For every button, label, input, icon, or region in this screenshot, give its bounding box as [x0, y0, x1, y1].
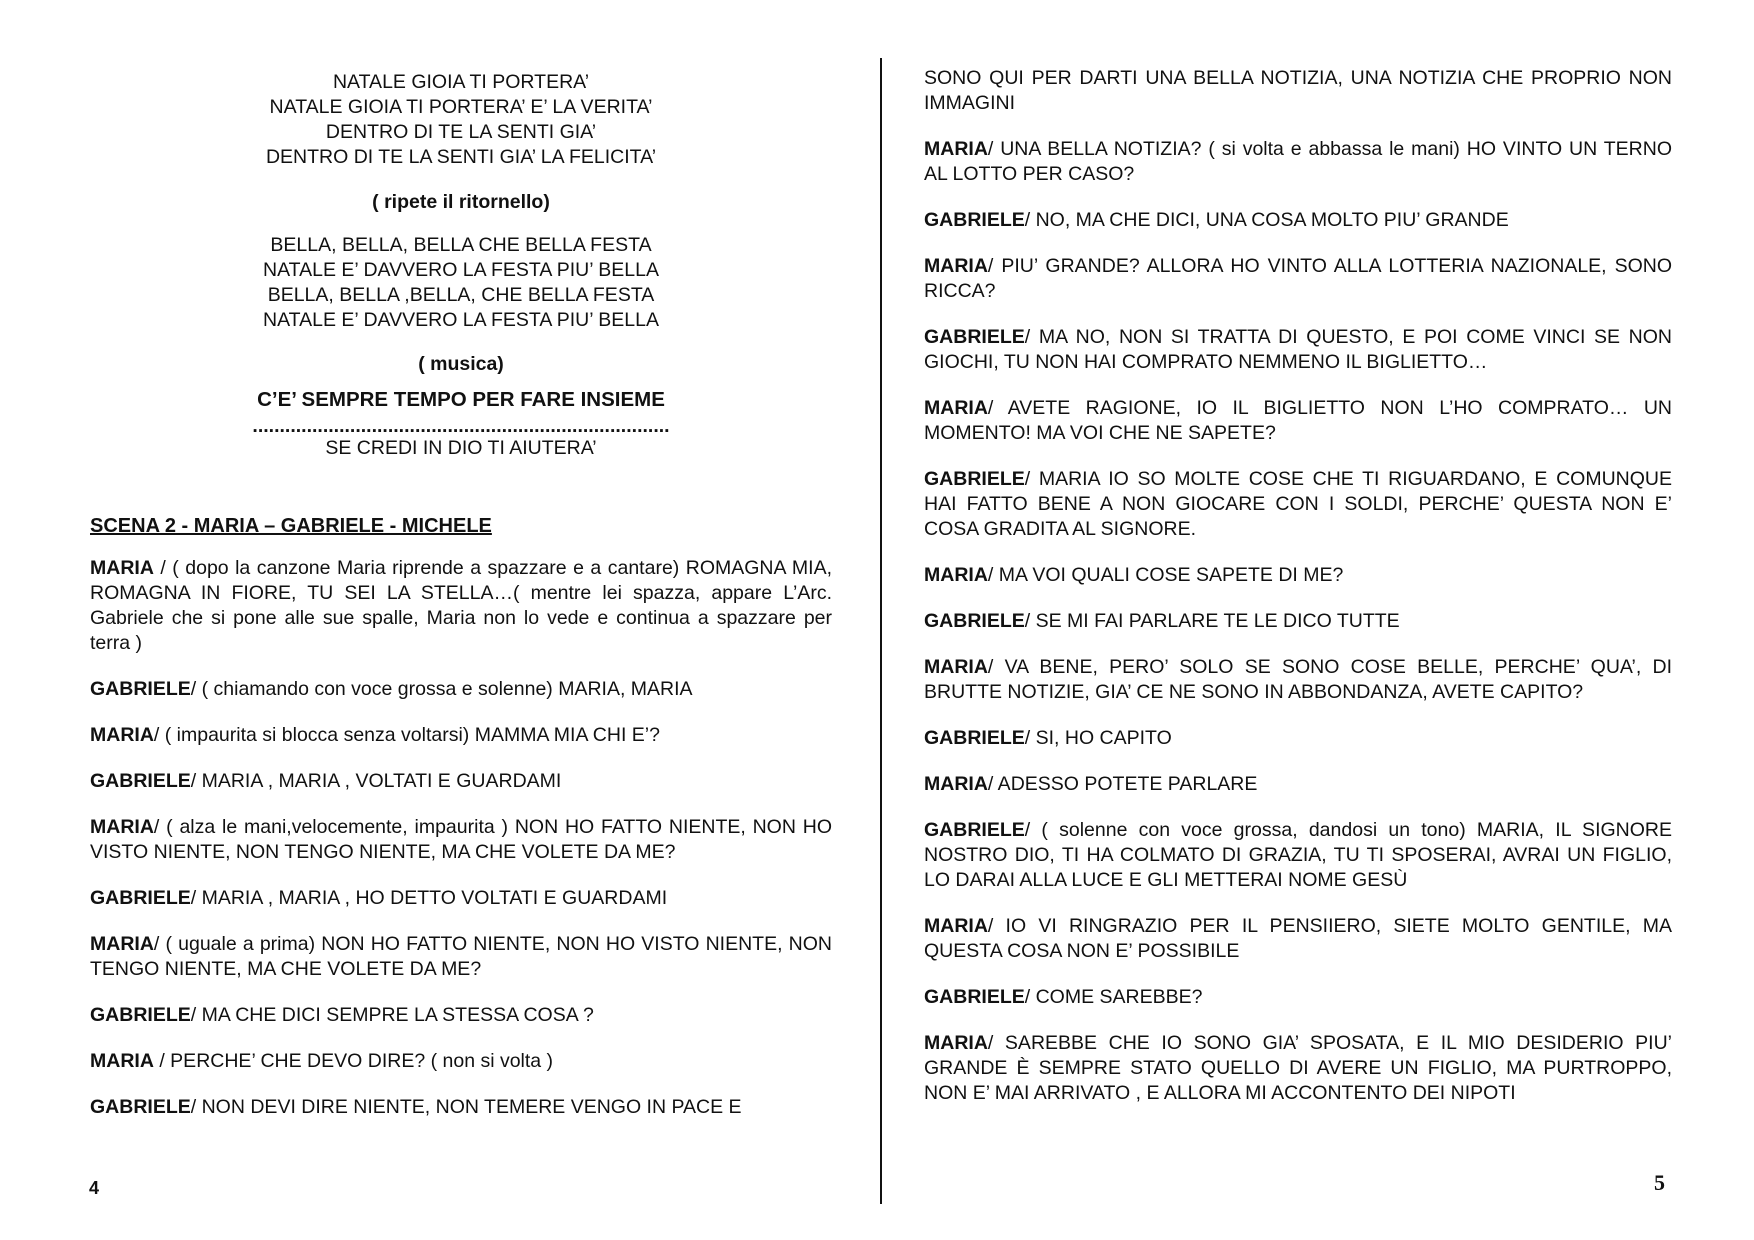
- speaker-name: GABRIELE: [924, 610, 1025, 632]
- dialogue-text: / SAREBBE CHE IO SONO GIA’ SPOSATA, E IL MIO DESIDERIO PIU’ GRANDE È SEMPRE STATO QUELLO DI AVERE UN FIGLIO, MA PURTROPPO, NON E’ MAI ARRIVATO , E ALLORA MI ACCONTENTO DEI NIPOTI: [924, 1032, 1672, 1104]
- lyric-line: NATALE GIOIA TI PORTERA’ E’ LA VERITA’: [269, 96, 653, 118]
- dialogue-text: / COME SAREBBE?: [1024, 986, 1203, 1008]
- speaker-name: GABRIELE: [90, 887, 191, 909]
- speaker-name: GABRIELE: [924, 326, 1025, 348]
- dialogue-line: [924, 396, 1672, 446]
- speaker-name: GABRIELE: [924, 819, 1025, 841]
- stage-note-music: ( musica): [418, 353, 504, 375]
- speaker-name: MARIA: [924, 773, 988, 795]
- dialogue-line: [924, 1031, 1672, 1106]
- dialogue-line: [924, 818, 1672, 893]
- dialogue-line: [90, 769, 832, 794]
- dialogue-line: [90, 932, 832, 982]
- dialogue-line: [924, 914, 1672, 964]
- dialogue-line: [924, 254, 1672, 304]
- speaker-name: GABRIELE: [924, 209, 1025, 231]
- dialogue-text: / ( alza le mani,velocemente, impaurita ) NON HO FATTO NIENTE, NON HO VISTO NIENTE, NON TENGO NIENTE, MA CHE VOLETE DA ME?: [90, 816, 832, 863]
- lyric-line: SE CREDI IN DIO TI AIUTERA’: [325, 437, 597, 459]
- dialogue-line: [924, 137, 1672, 187]
- speaker-name: MARIA: [90, 557, 154, 579]
- speaker-name: MARIA: [90, 724, 154, 746]
- refrain-title: C’E’ SEMPRE TEMPO PER FARE INSIEME: [257, 388, 665, 411]
- speaker-name: MARIA: [924, 564, 988, 586]
- dialogue-line: [924, 66, 1672, 116]
- dialogue-text: / SE MI FAI PARLARE TE LE DICO TUTTE: [1024, 610, 1400, 632]
- dialogue-line: [924, 985, 1672, 1010]
- page-number: 4: [89, 1178, 100, 1198]
- lyric-line: DENTRO DI TE LA SENTI GIA’: [325, 121, 597, 143]
- lyric-line: NATALE GIOIA TI PORTERA’: [332, 71, 590, 93]
- dialogue-text: / ( uguale a prima) NON HO FATTO NIENTE, NON HO VISTO NIENTE, NON TENGO NIENTE, MA CHE VOLETE DA ME?: [90, 933, 832, 980]
- dialogue-line: [90, 1003, 832, 1028]
- speaker-name: MARIA: [924, 255, 988, 277]
- lyric-line: DENTRO DI TE LA SENTI GIA’ LA FELICITA’: [265, 146, 657, 168]
- lyric-line: BELLA, BELLA ,BELLA, CHE BELLA FESTA: [267, 284, 655, 306]
- speaker-name: MARIA: [924, 1032, 988, 1054]
- speaker-name: GABRIELE: [90, 1004, 191, 1026]
- dialogue-text: / ADESSO POTETE PARLARE: [987, 773, 1258, 795]
- speaker-name: MARIA: [90, 816, 154, 838]
- dialogue-line: [90, 886, 832, 911]
- speaker-name: MARIA: [924, 915, 988, 937]
- dialogue-text: / ( impaurita si blocca senza voltarsi) MAMMA MIA CHI E’?: [153, 724, 660, 746]
- speaker-name: MARIA: [924, 656, 988, 678]
- dialogue-text: / SI, HO CAPITO: [1024, 727, 1172, 749]
- dialogue-text: / NON DEVI DIRE NIENTE, NON TEMERE VENGO IN PACE E: [190, 1096, 742, 1118]
- dialogue-line: [90, 1095, 832, 1120]
- right-page: [877, 0, 1754, 1240]
- dialogue-line: [924, 609, 1672, 634]
- dialogue-text: / VA BENE, PERO’ SOLO SE SONO COSE BELLE, PERCHE’ QUA’, DI BRUTTE NOTIZIE, GIA’ CE NE SONO IN ABBONDANZA, AVETE CAPITO?: [924, 656, 1672, 703]
- stage-note-repeat: ( ripete il ritornello): [372, 191, 550, 213]
- dialogue-text: / ( dopo la canzone Maria riprende a spazzare e a cantare) ROMAGNA MIA, ROMAGNA IN FIORE, TU SEI LA STELLA…( mentre lei spazza, appare L’Arc. Gabriele che si pone alle sue spalle, Maria non lo vede e continua a spazzare per terra ): [90, 557, 832, 654]
- dialogue-line: [924, 655, 1672, 705]
- dialogue-text: / AVETE RAGIONE, IO IL BIGLIETTO NON L’HO COMPRATO… UN MOMENTO! MA VOI CHE NE SAPETE?: [924, 397, 1672, 444]
- dialogue-line: [924, 467, 1672, 542]
- speaker-name: MARIA: [90, 933, 154, 955]
- song-lyrics: [90, 70, 832, 461]
- dotted-separator: .............................................................................: [252, 415, 670, 437]
- dialogue-line: [924, 772, 1672, 797]
- dialogue-text: / MARIA IO SO MOLTE COSE CHE TI RIGUARDANO, E COMUNQUE HAI FATTO BENE A NON GIOCARE CON I SOLDI, PERCHE’ QUESTA NON E’ COSA GRADITA AL SIGNORE.: [924, 468, 1672, 540]
- speaker-name: MARIA: [924, 397, 988, 419]
- speaker-name: MARIA: [90, 1050, 154, 1072]
- dialogue-line: [924, 208, 1672, 233]
- dialogue-text: / MA VOI QUALI COSE SAPETE DI ME?: [987, 564, 1344, 586]
- dialogue-line: [90, 677, 832, 702]
- dialogue-line: [90, 723, 832, 748]
- dialogue-text: / PIU’ GRANDE? ALLORA HO VINTO ALLA LOTTERIA NAZIONALE, SONO RICCA?: [924, 255, 1672, 302]
- dialogue-text: / ( chiamando con voce grossa e solenne) MARIA, MARIA: [190, 678, 693, 700]
- dialogue-text: / MARIA , MARIA , HO DETTO VOLTATI E GUARDAMI: [190, 887, 668, 909]
- dialogue-line: [90, 556, 832, 656]
- dialogue-line: [924, 325, 1672, 375]
- speaker-name: GABRIELE: [90, 1096, 191, 1118]
- lyric-line: BELLA, BELLA, BELLA CHE BELLA FESTA: [270, 234, 652, 256]
- speaker-name: GABRIELE: [90, 678, 191, 700]
- dialogue-line: [924, 726, 1672, 751]
- dialogue-text: / IO VI RINGRAZIO PER IL PENSIIERO, SIETE MOLTO GENTILE, MA QUESTA COSA NON E’ POSSIBILE: [924, 915, 1672, 962]
- speaker-name: GABRIELE: [924, 986, 1025, 1008]
- dialogue-text: / ( solenne con voce grossa, dandosi un tono) MARIA, IL SIGNORE NOSTRO DIO, TI HA COLMATO DI GRAZIA, TU TI SPOSERAI, AVRAI UN FIGLIO, LO DARAI ALLA LUCE E GLI METTERAI NOME GESÙ: [924, 819, 1672, 891]
- page-number: 5: [1654, 1170, 1665, 1195]
- dialogue-line: [90, 1049, 832, 1074]
- scene-heading: SCENA 2 - MARIA – GABRIELE - MICHELE: [90, 515, 492, 537]
- dialogue-text: SONO QUI PER DARTI UNA BELLA NOTIZIA, UNA NOTIZIA CHE PROPRIO NON IMMAGINI: [924, 67, 1672, 114]
- speaker-name: GABRIELE: [924, 727, 1025, 749]
- lyric-line: NATALE E’ DAVVERO LA FESTA PIU’ BELLA: [263, 309, 659, 331]
- speaker-name: GABRIELE: [924, 468, 1025, 490]
- dialogue-line: [90, 815, 832, 865]
- dialogue-text: / MARIA , MARIA , VOLTATI E GUARDAMI: [190, 770, 562, 792]
- right-column-dialogue: [924, 66, 1672, 1127]
- dialogue-text: / NO, MA CHE DICI, UNA COSA MOLTO PIU’ GRANDE: [1024, 209, 1509, 231]
- dialogue-text: / MA CHE DICI SEMPRE LA STESSA COSA ?: [190, 1004, 594, 1026]
- dialogue-text: / PERCHE’ CHE DEVO DIRE? ( non si volta ): [153, 1050, 554, 1072]
- speaker-name: MARIA: [924, 138, 988, 160]
- song-stanza-1: [90, 70, 832, 170]
- speaker-name: GABRIELE: [90, 770, 191, 792]
- song-stanza-2: [90, 233, 832, 333]
- dialogue-text: / MA NO, NON SI TRATTA DI QUESTO, E POI COME VINCI SE NON GIOCHI, TU NON HAI COMPRATO NEMMENO IL BIGLIETTO…: [924, 326, 1672, 373]
- left-column-dialogue: [90, 514, 832, 1141]
- dialogue-text: / UNA BELLA NOTIZIA? ( si volta e abbassa le mani) HO VINTO UN TERNO AL LOTTO PER CASO?: [924, 138, 1672, 185]
- lyric-line: NATALE E’ DAVVERO LA FESTA PIU’ BELLA: [263, 259, 659, 281]
- dialogue-line: [924, 563, 1672, 588]
